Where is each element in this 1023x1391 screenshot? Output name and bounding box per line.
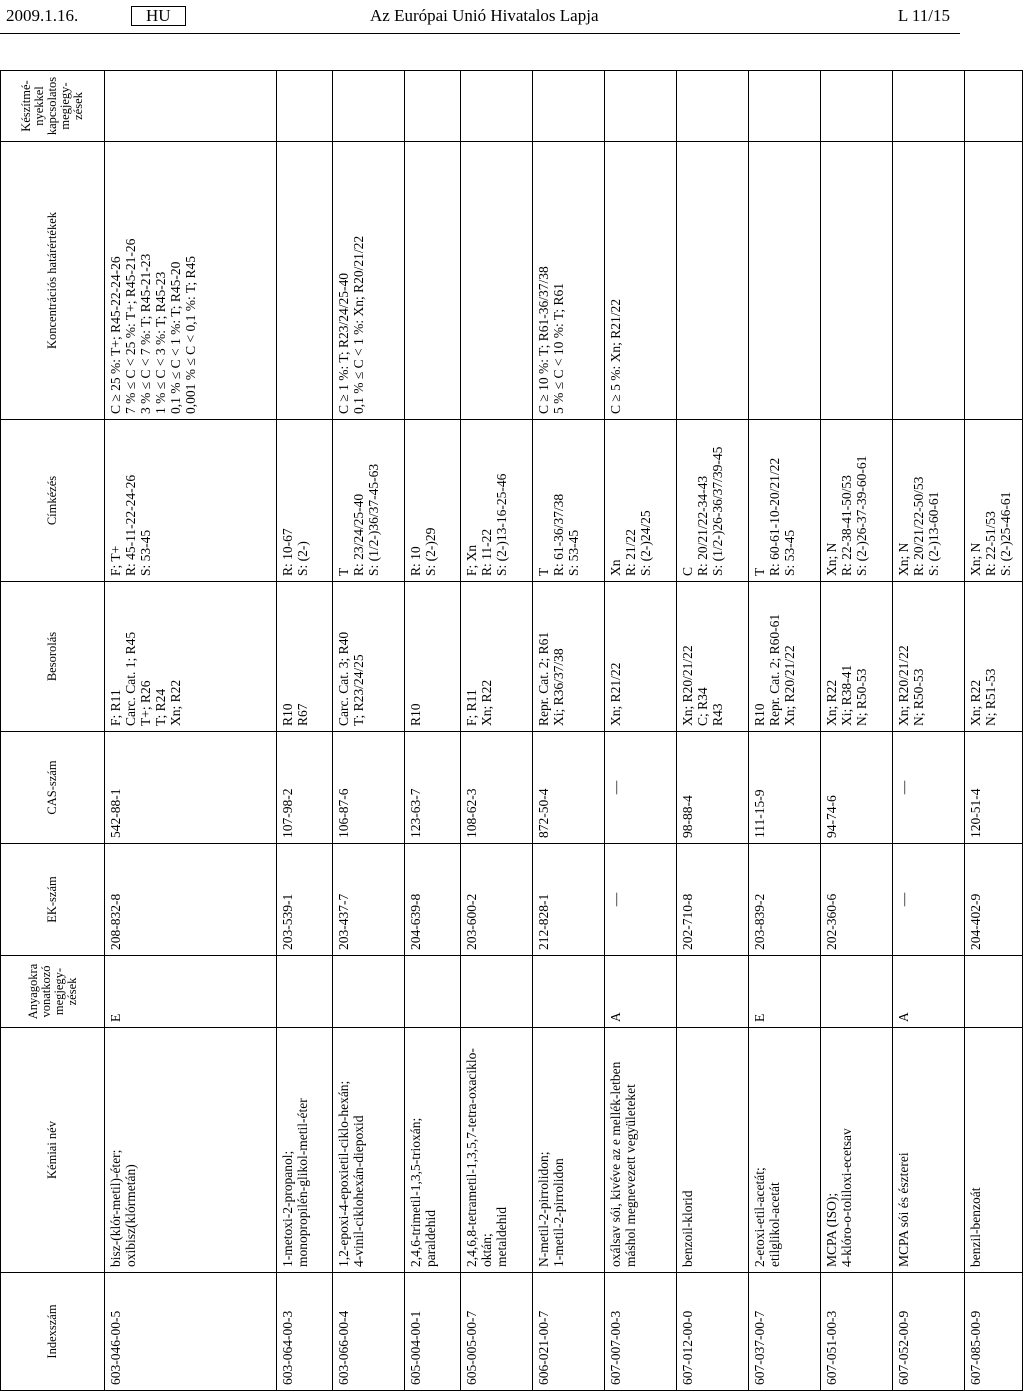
concentration-limits-cell	[893, 142, 965, 420]
table-body	[105, 71, 1023, 1391]
preparation-notes-cell	[405, 71, 461, 142]
substance-notes-cell	[965, 956, 1023, 1028]
cas-number-cell: 111-15-9	[749, 732, 821, 844]
ec-number-cell: 212-828-1	[533, 844, 605, 956]
classification-line: Xn; R20/21/22	[782, 645, 797, 726]
classification-cell	[105, 582, 277, 732]
table-row	[333, 71, 405, 1391]
labelling-line: S: (2-)13-16-25-46	[494, 473, 509, 576]
table-row	[965, 71, 1023, 1391]
chemical-name-line: benzil-benzoát	[968, 1187, 983, 1267]
classification-line: C; R34	[695, 687, 710, 726]
preparation-notes-cell	[893, 71, 965, 142]
classification-line: R43	[710, 703, 725, 726]
concentration-limits-cell	[333, 142, 405, 420]
labelling-line: R: 60-61-10-20/21/22	[767, 457, 782, 576]
chemical-name-cell	[749, 1028, 821, 1273]
labelling-line: R: 61-36/37/38	[551, 493, 566, 576]
table-row	[893, 71, 965, 1391]
publication-date: 2009.1.16.	[6, 6, 79, 25]
classification-line: Xn; R21/22	[608, 662, 623, 726]
cas-number-cell: —	[605, 732, 677, 844]
col-header-concentration-limits: Koncentrációs határértékek	[1, 142, 105, 420]
chemical-name-cell	[105, 1028, 277, 1273]
col-header-substance-notes: Anyagokra vonatkozó megjegy-zések	[1, 956, 105, 1028]
concentration-limits-line: 0,001 % ≤ C < 0,1 %: T; R45	[183, 255, 198, 414]
table-row	[749, 71, 821, 1391]
index-cell: 605-004-00-1	[405, 1273, 461, 1391]
cas-number-cell: 106-87-6	[333, 732, 405, 844]
concentration-limits-line: C ≥ 10 %: T; R61-36/37/38	[536, 266, 551, 414]
col-header-labelling: Címkézés	[1, 420, 105, 582]
concentration-limits-line: C ≥ 1 %: T; R23/24/25-40	[336, 272, 351, 414]
classification-line: Xn; R22	[824, 679, 839, 726]
substance-notes-cell	[821, 956, 893, 1028]
concentration-limits-line: 3 % ≤ C < 7 %: T; R45-21-23	[138, 253, 153, 414]
concentration-limits-cell	[105, 142, 277, 420]
substance-notes-cell	[277, 956, 333, 1028]
labelling-cell	[749, 420, 821, 582]
ec-number-cell: 208-832-8	[105, 844, 277, 956]
ec-number-cell: 203-839-2	[749, 844, 821, 956]
table-row	[277, 71, 333, 1391]
ec-number-cell: —	[605, 844, 677, 956]
concentration-limits-line: 1 % ≤ C < 3 %: T; R45-23	[153, 271, 168, 414]
cas-number-cell: 98-88-4	[677, 732, 749, 844]
classification-line: Xn; R20/21/22	[680, 645, 695, 726]
table-row	[533, 71, 605, 1391]
concentration-limits-cell	[749, 142, 821, 420]
col-header-preparation-notes: Készítmé-nyekkel kapcsolatos megjegy-zések	[1, 71, 105, 142]
index-cell: 606-021-00-7	[533, 1273, 605, 1391]
cas-number-cell: 542-88-1	[105, 732, 277, 844]
classification-cell	[749, 582, 821, 732]
labelling-line: T	[336, 567, 351, 576]
classification-line: F; R11	[464, 689, 479, 726]
index-cell: 603-064-00-3	[277, 1273, 333, 1391]
labelling-line: F; T+	[108, 545, 123, 576]
labelling-line: R: 23/24/25-40	[351, 493, 366, 576]
classification-line: Carc. Cat. 1; R45	[123, 631, 138, 726]
table-header-row	[1, 71, 105, 1391]
preparation-notes-cell	[677, 71, 749, 142]
classification-cell	[677, 582, 749, 732]
classification-cell	[333, 582, 405, 732]
classification-line: Xn; R20/21/22	[896, 645, 911, 726]
labelling-line: Xn; N	[824, 542, 839, 576]
classification-line: R10	[280, 703, 295, 726]
labelling-cell	[677, 420, 749, 582]
col-header-chemical-name: Kémiai név	[1, 1028, 105, 1273]
classification-line: Xn; R22	[168, 679, 183, 726]
chemical-name-cell	[277, 1028, 333, 1273]
index-cell: 607-052-00-9	[893, 1273, 965, 1391]
labelling-line: R: 22-51/53	[983, 511, 998, 576]
labelling-cell	[333, 420, 405, 582]
language-badge: HU	[131, 6, 186, 26]
chemical-name-line: oxibisz(klórmetán)	[123, 1164, 138, 1267]
labelling-line: S: (2-)24/25	[638, 510, 653, 576]
classification-line: T; R23/24/25	[351, 654, 366, 726]
substance-notes-cell: A	[893, 956, 965, 1028]
ec-number-cell: 203-600-2	[461, 844, 533, 956]
table-row	[405, 71, 461, 1391]
chemical-name-line: 1-metil-2-pirrolidon	[551, 1158, 566, 1267]
index-cell: 607-012-00-0	[677, 1273, 749, 1391]
chemical-name-cell	[405, 1028, 461, 1273]
labelling-line: S: 53-45	[782, 529, 797, 576]
substance-table	[0, 70, 1023, 1391]
ec-number-cell: 202-710-8	[677, 844, 749, 956]
chemical-name-line: 2,4,6,8-tetrametil-1,3,5,7-tetra-oxaciklo-oktán;	[464, 1048, 494, 1267]
labelling-line: Xn; N	[968, 542, 983, 576]
chemical-name-line: bisz-(klór-metil)-éter;	[108, 1149, 123, 1267]
classification-cell	[893, 582, 965, 732]
classification-line: Carc. Cat. 3; R40	[336, 631, 351, 726]
substance-notes-cell	[405, 956, 461, 1028]
substance-notes-cell: E	[105, 956, 277, 1028]
labelling-cell	[893, 420, 965, 582]
concentration-limits-cell	[277, 142, 333, 420]
chemical-name-line: 4-klóro-o-toliloxi-ecetsav	[839, 1128, 854, 1267]
labelling-line: R: 11-22	[479, 528, 494, 576]
classification-line: Xn; R22	[479, 679, 494, 726]
chemical-name-line: 1-metoxi-2-propanol;	[280, 1150, 295, 1267]
preparation-notes-cell	[605, 71, 677, 142]
chemical-name-line: 2,4,6-trimetil-1,3,5-trioxán;	[408, 1117, 423, 1267]
labelling-line: Xn; N	[896, 542, 911, 576]
chemical-name-line: monopropilén-glikol-metil-éter	[295, 1098, 310, 1267]
labelling-line: S: (1/2-)36/37-45-63	[366, 463, 381, 576]
preparation-notes-cell	[333, 71, 405, 142]
col-header-ec-number: EK-szám	[1, 844, 105, 956]
labelling-line: S: 53-45	[138, 529, 153, 576]
classification-cell	[605, 582, 677, 732]
labelling-cell	[405, 420, 461, 582]
concentration-limits-cell	[965, 142, 1023, 420]
preparation-notes-cell	[533, 71, 605, 142]
chemical-name-cell	[821, 1028, 893, 1273]
classification-cell	[533, 582, 605, 732]
chemical-name-line: oxálsav sói, kivéve az e mellék-letben máshol megnevezett vegyületeket	[608, 1061, 638, 1267]
rotated-table-container	[0, 71, 1013, 1391]
substance-notes-cell	[533, 956, 605, 1028]
chemical-name-cell	[333, 1028, 405, 1273]
ec-number-cell: 204-402-9	[965, 844, 1023, 956]
labelling-line: R: 22-38-41-50/53	[839, 475, 854, 576]
classification-line: Repr. Cat. 2; R60-61	[767, 613, 782, 726]
col-header-cas-number: CAS-szám	[1, 732, 105, 844]
classification-line: F; R11	[108, 689, 123, 726]
substance-notes-cell: E	[749, 956, 821, 1028]
labelling-line: R: 10-67	[280, 528, 295, 576]
labelling-cell	[277, 420, 333, 582]
classification-line: N; R51-53	[983, 668, 998, 726]
labelling-line: S: (2-)26-37-39-60-61	[854, 455, 869, 576]
labelling-line: R: 20/21/22-50/53	[911, 476, 926, 576]
ec-number-cell: 203-437-7	[333, 844, 405, 956]
index-cell: 607-007-00-3	[605, 1273, 677, 1391]
table-row	[677, 71, 749, 1391]
classification-line: Xn; R22	[968, 679, 983, 726]
substance-notes-cell	[333, 956, 405, 1028]
cas-number-cell: 107-98-2	[277, 732, 333, 844]
ec-number-cell: —	[893, 844, 965, 956]
chemical-name-cell	[677, 1028, 749, 1273]
index-cell: 607-085-00-9	[965, 1273, 1023, 1391]
chemical-name-line: paraldehid	[423, 1210, 438, 1267]
labelling-line: R: 10	[408, 546, 423, 576]
labelling-line: S: (2-)29	[423, 527, 438, 576]
index-cell: 605-005-00-7	[461, 1273, 533, 1391]
labelling-cell	[461, 420, 533, 582]
chemical-name-line: 2-etoxi-etil-acetát;	[752, 1167, 767, 1267]
concentration-limits-cell	[821, 142, 893, 420]
labelling-cell	[533, 420, 605, 582]
cas-number-cell: 94-74-6	[821, 732, 893, 844]
table-row	[461, 71, 533, 1391]
table-row	[605, 71, 677, 1391]
concentration-limits-cell	[405, 142, 461, 420]
classification-line: R67	[295, 703, 310, 726]
labelling-cell	[105, 420, 277, 582]
classification-cell	[277, 582, 333, 732]
classification-line: Xi; R38-41	[839, 664, 854, 726]
classification-line: N; R50-53	[911, 668, 926, 726]
classification-cell	[405, 582, 461, 732]
classification-line: T; R24	[153, 688, 168, 726]
labelling-line: R: 45-11-22-24-26	[123, 474, 138, 576]
classification-line: T+; R26	[138, 680, 153, 726]
concentration-limits-line: 5 % ≤ C < 10 %: T; R61	[551, 282, 566, 414]
page-header	[0, 0, 960, 34]
classification-line: Repr. Cat. 2; R61	[536, 631, 551, 726]
cas-number-cell: 123-63-7	[405, 732, 461, 844]
chemical-name-cell	[605, 1028, 677, 1273]
labelling-line: S: 53-45	[566, 529, 581, 576]
header-rule	[0, 33, 960, 34]
preparation-notes-cell	[461, 71, 533, 142]
col-header-classification: Besorolás	[1, 582, 105, 732]
concentration-limits-line: C ≥ 5 %: Xn; R21/22	[608, 298, 623, 414]
concentration-limits-line: C ≥ 25 %: T+; R45-22-24-26	[108, 256, 123, 414]
chemical-name-cell	[533, 1028, 605, 1273]
labelling-line: S: (2-)	[295, 541, 310, 576]
chemical-name-line: MCPA sói és észterei	[896, 1152, 911, 1267]
cas-number-cell: 108-62-3	[461, 732, 533, 844]
substance-notes-cell: A	[605, 956, 677, 1028]
index-cell: 607-051-00-3	[821, 1273, 893, 1391]
concentration-limits-cell	[605, 142, 677, 420]
table-row	[105, 71, 277, 1391]
classification-line: Xi; R36/37/38	[551, 648, 566, 726]
chemical-name-line: 1,2-epoxi-4-epoxietil-ciklo-hexán;	[336, 1080, 351, 1267]
labelling-line: S: (2-)25-46-61	[998, 491, 1013, 576]
labelling-cell	[821, 420, 893, 582]
preparation-notes-cell	[821, 71, 893, 142]
chemical-name-cell	[461, 1028, 533, 1273]
classification-cell	[965, 582, 1023, 732]
labelling-cell	[965, 420, 1023, 582]
ec-number-cell: 203-539-1	[277, 844, 333, 956]
index-cell: 607-037-00-7	[749, 1273, 821, 1391]
labelling-line: S: (2-)13-60-61	[926, 491, 941, 576]
ec-number-cell: 204-639-8	[405, 844, 461, 956]
labelling-line: R: 21/22	[623, 529, 638, 576]
labelling-line: Xn	[608, 559, 623, 576]
labelling-line: T	[752, 567, 767, 576]
preparation-notes-cell	[277, 71, 333, 142]
chemical-name-line: etilglikol-acetát	[767, 1182, 782, 1267]
classification-line: R10	[752, 703, 767, 726]
classification-line: N; R50-53	[854, 668, 869, 726]
classification-cell	[821, 582, 893, 732]
journal-title: Az Európai Unió Hivatalos Lapja	[370, 6, 599, 25]
labelling-line: T	[536, 567, 551, 576]
index-cell: 603-046-00-5	[105, 1273, 277, 1391]
chemical-name-cell	[893, 1028, 965, 1273]
ec-number-cell: 202-360-6	[821, 844, 893, 956]
chemical-name-line: N-metil-2-pirrolidon;	[536, 1151, 551, 1267]
cas-number-cell: —	[893, 732, 965, 844]
col-header-index: Indexszám	[1, 1273, 105, 1391]
page-number: L 11/15	[897, 6, 950, 25]
chemical-name-line: metaldehid	[494, 1207, 509, 1267]
chemical-name-line: MCPA (ISO);	[824, 1192, 839, 1267]
cas-number-cell: 120-51-4	[965, 732, 1023, 844]
table-row	[821, 71, 893, 1391]
concentration-limits-cell	[533, 142, 605, 420]
labelling-line: F; Xn	[464, 544, 479, 576]
chemical-name-cell	[965, 1028, 1023, 1273]
concentration-limits-cell	[677, 142, 749, 420]
concentration-limits-cell	[461, 142, 533, 420]
concentration-limits-line: 7 % ≤ C < 25 %: T+; R45-21-26	[123, 238, 138, 414]
substance-notes-cell	[461, 956, 533, 1028]
chemical-name-line: 4-vinil-ciklohexán-diepoxid	[351, 1115, 366, 1267]
substance-notes-cell	[677, 956, 749, 1028]
preparation-notes-cell	[105, 71, 277, 142]
labelling-cell	[605, 420, 677, 582]
labelling-line: S: (1/2-)26-36/37/39-45	[710, 446, 725, 576]
chemical-name-line: benzoil-klorid	[680, 1190, 695, 1267]
index-cell: 603-066-00-4	[333, 1273, 405, 1391]
labelling-line: C	[680, 566, 695, 576]
concentration-limits-line: 0,1 % ≤ C < 1 %: Xn; R20/21/22	[351, 235, 366, 414]
classification-cell	[461, 582, 533, 732]
preparation-notes-cell	[749, 71, 821, 142]
classification-line: R10	[408, 703, 423, 726]
cas-number-cell: 872-50-4	[533, 732, 605, 844]
labelling-line: R: 20/21/22-34-43	[695, 475, 710, 576]
concentration-limits-line: 0,1 % ≤ C < 1 %: T; R45-20	[168, 261, 183, 414]
preparation-notes-cell	[965, 71, 1023, 142]
